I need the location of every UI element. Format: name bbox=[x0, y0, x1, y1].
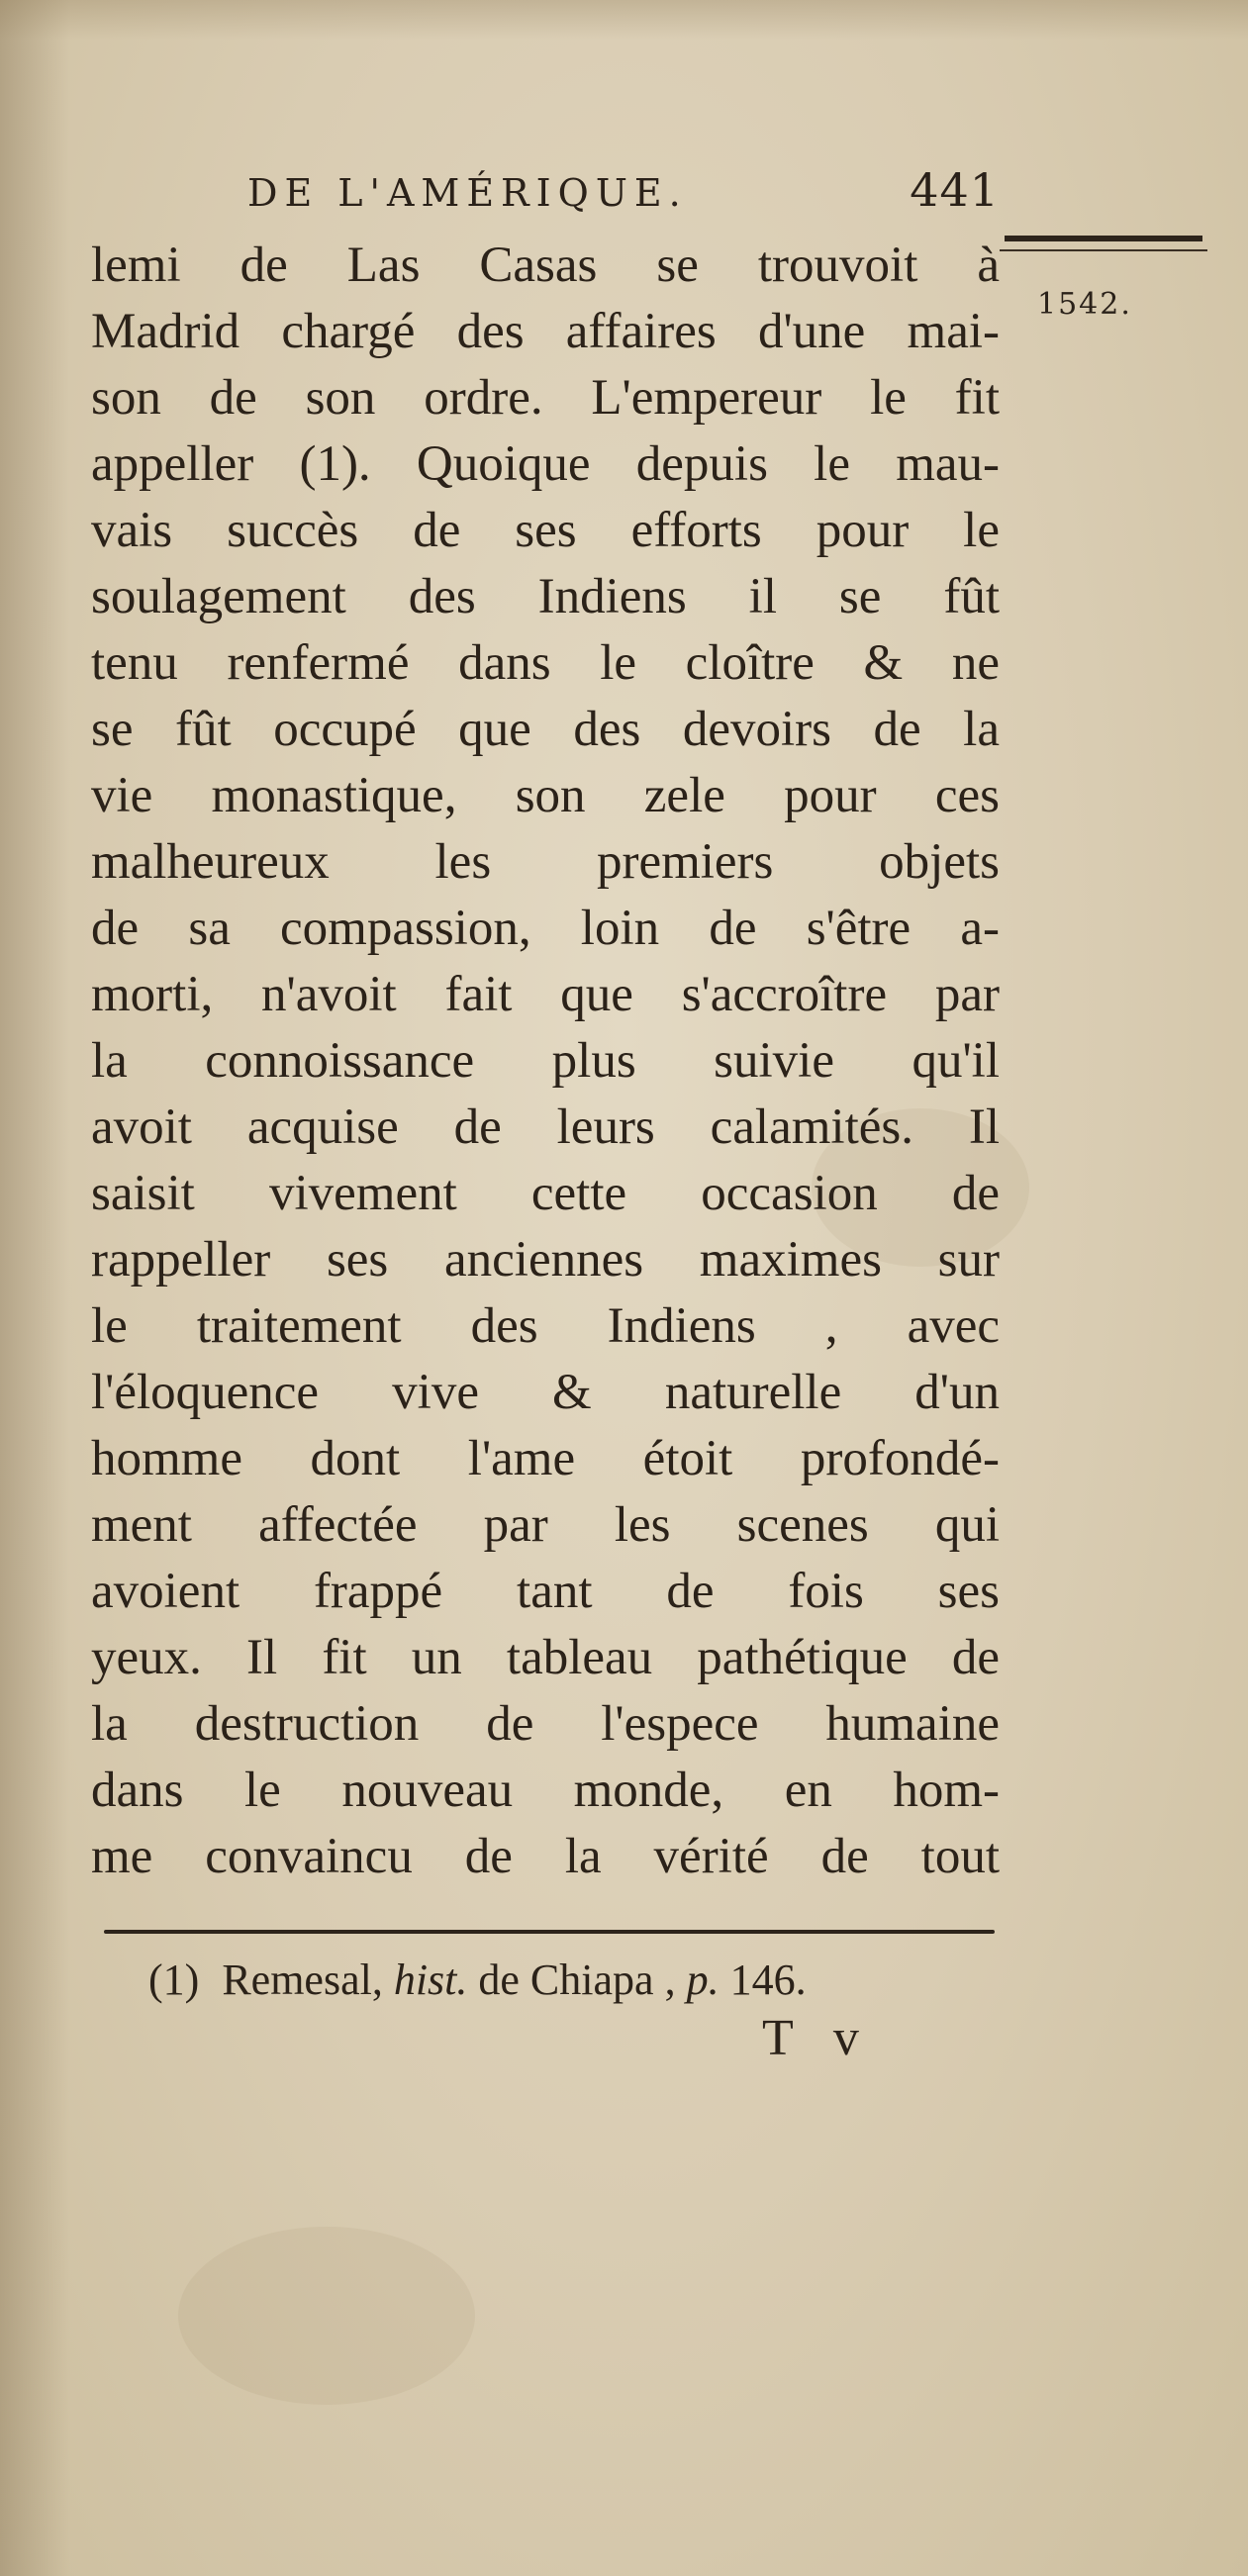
footnote-abbr: hist. bbox=[393, 1956, 468, 2004]
footnote-marker: (1) bbox=[148, 1956, 200, 2004]
page-number: 441 bbox=[910, 163, 1000, 217]
text-line: ment affectée par les scenes qui bbox=[91, 1497, 1000, 1553]
text-line: saisit vivement cette occasion de bbox=[91, 1166, 1000, 1221]
text-line: Madrid chargé des affaires d'une mai- bbox=[91, 304, 1000, 359]
footnote-page: 146. bbox=[729, 1956, 807, 2004]
body-text bbox=[91, 233, 1000, 1890]
running-title: DE L'AMÉRIQUE. bbox=[247, 171, 688, 215]
text-line: malheureux les premiers objets bbox=[91, 834, 1000, 890]
paper-stain bbox=[178, 2227, 475, 2405]
text-line: vais succès de ses efforts pour le bbox=[91, 503, 1000, 558]
page-top-edge bbox=[0, 0, 1248, 40]
text-line: dans le nouveau monde, en hom- bbox=[91, 1763, 1000, 1818]
text-line: avoit acquise de leurs calamités. Il bbox=[91, 1099, 1000, 1155]
footnote bbox=[148, 1955, 1019, 2005]
text-line: lemi de Las Casas se trouvoit à bbox=[91, 238, 1000, 293]
footnote-rule bbox=[104, 1930, 995, 1934]
text-line: de sa compassion, loin de s'être a- bbox=[91, 901, 1000, 956]
text-line: morti, n'avoit fait que s'accroître par bbox=[91, 967, 1000, 1022]
text-line: son de son ordre. L'empereur le fit bbox=[91, 370, 1000, 426]
text-line: le traitement des Indiens , avec bbox=[91, 1298, 1000, 1354]
text-line: yeux. Il fit un tableau pathétique de bbox=[91, 1630, 1000, 1685]
footnote-title: de Chiapa , bbox=[478, 1956, 676, 2004]
text-line: appeller (1). Quoique depuis le mau- bbox=[91, 436, 1000, 492]
text-line: la connoissance plus suivie qu'il bbox=[91, 1033, 1000, 1089]
text-line: rappeller ses anciennes maximes sur bbox=[91, 1232, 1000, 1288]
margin-rule-thin bbox=[1000, 249, 1207, 251]
gutter-shadow bbox=[0, 0, 69, 2576]
footnote-page-abbr: p. bbox=[686, 1956, 720, 2004]
text-line: l'éloquence vive & naturelle d'un bbox=[91, 1365, 1000, 1420]
text-line: la destruction de l'espece humaine bbox=[91, 1696, 1000, 1752]
text-line: se fût occupé que des devoirs de la bbox=[91, 702, 1000, 757]
text-line: tenu renfermé dans le cloître & ne bbox=[91, 635, 1000, 691]
signature-mark: T v bbox=[762, 2010, 873, 2066]
text-line: avoient frappé tant de fois ses bbox=[91, 1564, 1000, 1619]
margin-year: 1542. bbox=[1037, 287, 1132, 322]
footnote-author: Remesal, bbox=[222, 1956, 383, 2004]
text-line: soulagement des Indiens il se fût bbox=[91, 569, 1000, 624]
text-line: homme dont l'ame étoit profondé- bbox=[91, 1431, 1000, 1486]
running-head bbox=[247, 163, 1000, 223]
margin-rule bbox=[1005, 236, 1202, 241]
text-line: vie monastique, son zele pour ces bbox=[91, 768, 1000, 823]
text-line: me convaincu de la vérité de tout bbox=[91, 1829, 1000, 1884]
